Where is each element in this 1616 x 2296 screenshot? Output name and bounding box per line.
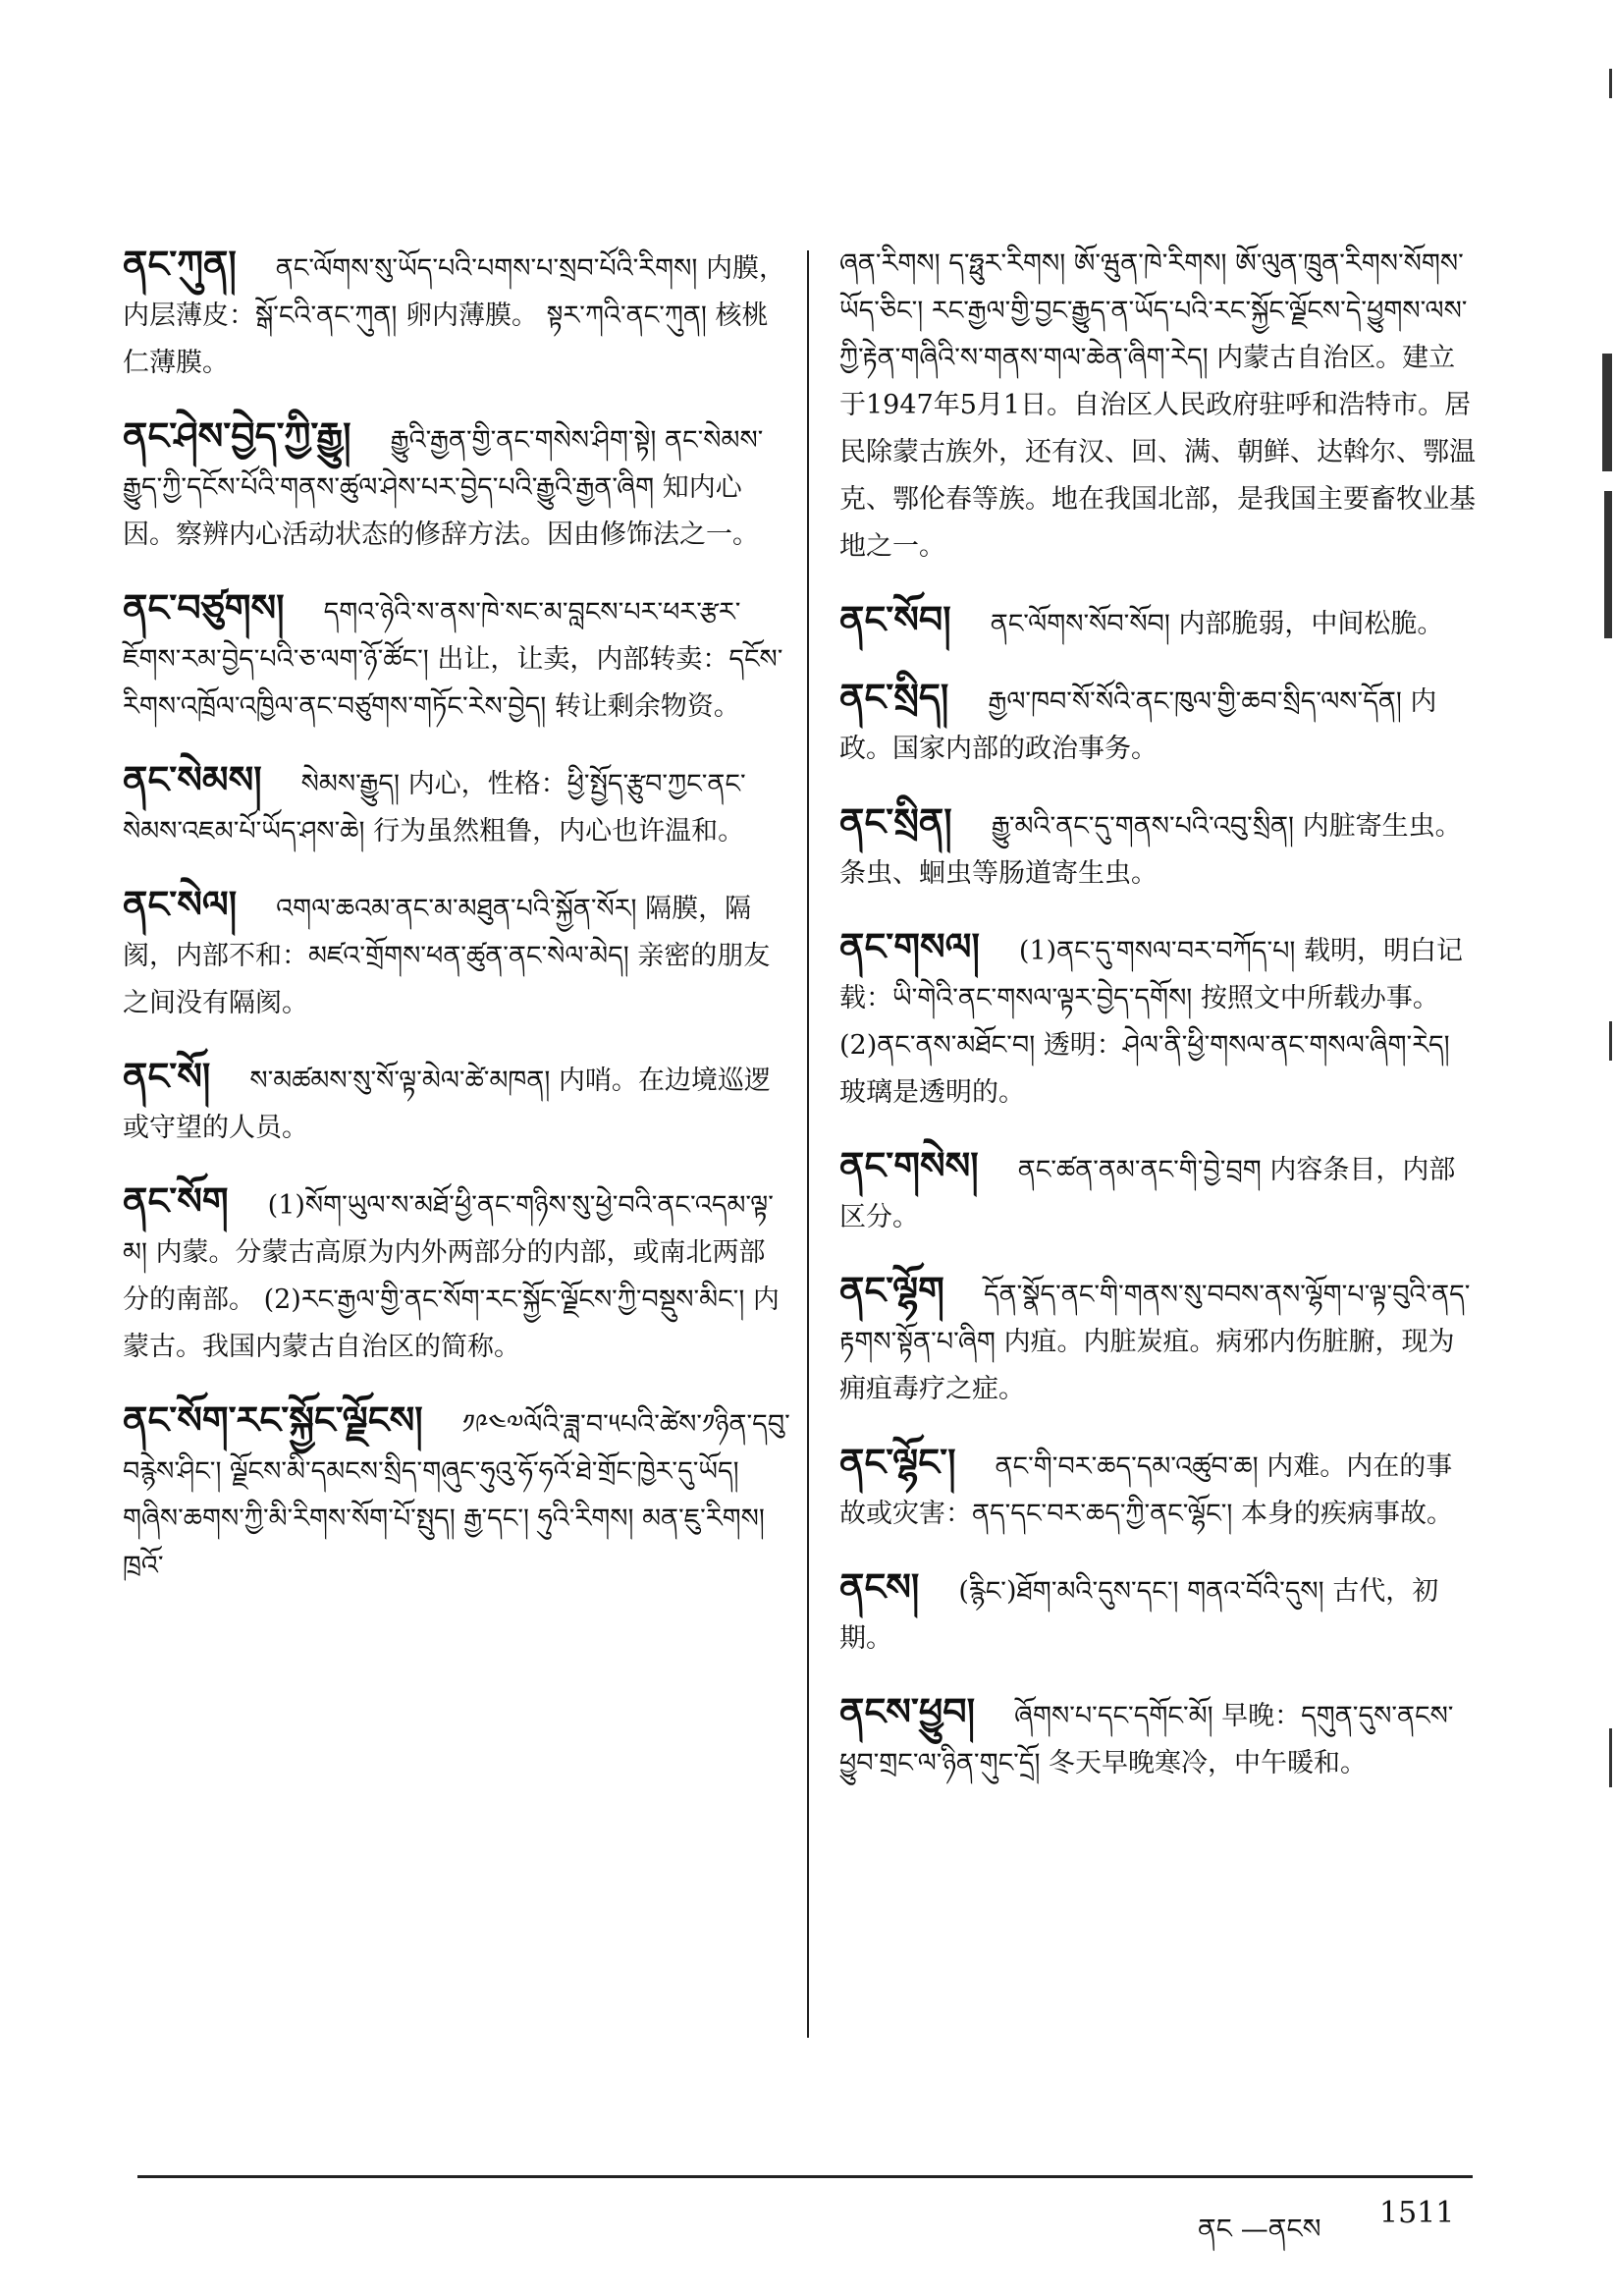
dictionary-entry	[123, 412, 790, 559]
dictionary-entry	[123, 1053, 790, 1152]
right-column	[839, 241, 1478, 1813]
headword: ནང་ཀུན།	[123, 242, 237, 286]
headword: ནང་གསེས།	[839, 1143, 979, 1187]
definition: (རྙིང་)ཐོག་མའི་དུས་དང་། གནའ་བོའི་དུས། 古代，初期。	[839, 1576, 1439, 1654]
definition: (1)སོག་ཡུལ་ས་མཐོ་ཕྱི་ནང་གཉིས་སུ་ཕྱེ་བའི་ནང་འདམ་ལྟ་མ། 内蒙。分蒙古高原为内外两部分的内部，或南北两部分的南部。 (2)རང་རྒྱལ་གྱི་ནང་སོག་རང་སྐྱོང་ལྗོངས་ཀྱི་བསྡུས་མིང་། 内蒙古。我国内蒙古自治区的简称。	[123, 1190, 780, 1362]
dictionary-entry	[123, 241, 790, 387]
definition: སེམས་རྒྱུད། 内心，性格：ཕྱི་སྤྱོད་རྩུབ་ཀྱང་ནང་སེམས་འཇམ་པོ་ཡོད་ཤས་ཆེ། 行为虽然粗鲁，内心也许温和。	[123, 769, 746, 847]
dictionary-entry	[839, 241, 1478, 571]
dictionary-entry	[839, 1142, 1478, 1241]
headword: ནང་སྲིད།	[839, 675, 949, 719]
dictionary-entry	[839, 1688, 1478, 1787]
headword: ནང་ཤེས་བྱེད་ཀྱི་རྒྱུ།	[123, 413, 351, 458]
dictionary-entry	[839, 1267, 1478, 1413]
headword: ནངས་ཕྱུབ།	[839, 1689, 976, 1733]
dictionary-entry	[839, 1439, 1478, 1538]
definition: ནང་གི་བར་ཆད་དམ་འཚུབ་ཆ། 内难。内在的事故或灾害：ནད་དང་བར་ཆད་ཀྱི་ནང་ལྷོང་། 本身的疾病事故。	[839, 1451, 1453, 1529]
definition: (1)ནང་དུ་གསལ་བར་བཀོད་པ། 载明，明白记载：ཡི་གེའི་ནང་གསལ་ལྟར་བྱེད་དགོས། 按照文中所载办事。 (2)ནང་ནས་མཐོང་བ། 透明：ཤེལ་ནི་ཕྱི་གསལ་ནང་གསལ་ཞིག་རེད། 玻璃是透明的。	[839, 936, 1463, 1108]
headword: ནང་སྲིན།	[839, 799, 952, 844]
definition: དོན་སྣོད་ནང་གི་གནས་སུ་བབས་ནས་ལྷོག་པ་ལྟ་བུའི་ནད་རྟགས་སྟོན་པ་ཞིག 内疽。内脏炭疽。病邪内伤脏腑，现为痈疽毒疗之症。	[839, 1280, 1471, 1404]
scan-edge-marks	[1594, 59, 1616, 2219]
headword: ནང་བཙུགས།	[123, 585, 285, 629]
dictionary-entry	[839, 1563, 1478, 1663]
headword: ནང་སོག	[123, 1178, 229, 1223]
definition: ས་མཚམས་སུ་སོ་ལྟ་མེལ་ཚེ་མཁན། 内哨。在边境巡逻或守望的人员。	[123, 1066, 771, 1143]
definition: ནང་ལོགས་སུ་ཡོད་པའི་པགས་པ་སྲབ་པོའི་རིགས། 内膜，内层薄皮：སྒོ་ངའི་ནང་ཀུན། 卵内薄膜。 སྟར་ཀའི་ནང་ཀུན། 核桃仁薄膜。	[123, 253, 785, 378]
definition: རྒྱལ་ཁབ་སོ་སོའི་ནང་ཁུལ་གྱི་ཆབ་སྲིད་ལས་དོན། 内政。国家内部的政治事务。	[839, 686, 1437, 764]
dictionary-entry	[123, 1177, 790, 1371]
dictionary-entry	[839, 674, 1478, 773]
definition: འགལ་ཆའམ་ནང་མ་མཐུན་པའི་སྐྱོན་སོར། 隔膜，隔阂，内部不和：མཛའ་གྲོགས་ཕན་ཚུན་ནང་སེལ་མེད། 亲密的朋友之间没有隔阂。	[123, 894, 771, 1018]
definition: ནང་ཚན་ནམ་ནང་གི་བྱེ་བྲག 内容条目，内部区分。	[839, 1155, 1456, 1232]
dictionary-entry	[839, 923, 1478, 1117]
definition: ཞོགས་པ་དང་དགོང་མོ། 早晚：དགུན་དུས་ནངས་ཕྱུབ་གྲང་ལ་ཉིན་གུང་དྲོ། 冬天早晚寒冷，中午暖和。	[839, 1701, 1454, 1778]
definition: རྒྱུའི་རྒྱན་གྱི་ནང་གསེས་ཤིག་སྟེ། ནང་སེམས་རྒྱུད་ཀྱི་དངོས་པོའི་གནས་ཚུལ་ཤེས་པར་བྱེད་པའི་རྒྱུའི་རྒྱན་ཞིག 知内心因。察辨内心活动状态的修辞方法。因由修饰法之一。	[123, 425, 764, 550]
headword: ནང་སོག་རང་སྐྱོང་ལྗོངས།	[123, 1397, 423, 1442]
footer-rule	[137, 2175, 1473, 2178]
headword: ནང་སེམས།	[123, 757, 262, 801]
dictionary-entry	[123, 584, 790, 731]
dictionary-entry	[839, 798, 1478, 898]
dictionary-entry	[839, 596, 1478, 648]
headword: ནང་སོ།	[123, 1054, 211, 1098]
headword: ནང་སོབ།	[839, 597, 951, 641]
left-column	[123, 241, 790, 1615]
dictionary-entry	[123, 756, 790, 855]
definition: དགའ་ཉེའི་ས་ནས་ཁེ་སང་མ་བླངས་པར་ཕར་རྩར་ཇོགས་རམ་བྱེད་པའི་ཅ་ལག་ཉོ་ཚོང་། 出让，让卖，内部转卖：དངོས་རིགས་འཁྲོལ་འཁྱིལ་ནང་བཙུགས་གཏོང་རེས་བྱེད། 转让剩余物资。	[123, 597, 783, 722]
headword: ནང་ལྷོང་།	[839, 1440, 956, 1484]
headword: ནང་ལྷོག	[839, 1268, 944, 1312]
dictionary-entry	[123, 1396, 790, 1590]
definition: ༡༩༤༧ལོའི་ཟླ་བ་༥པའི་ཚེས་༡ཉིན་དབུ་བརྙེས་ཤིང་། ལྗོངས་མི་དམངས་སྲིད་གཞུང་ཧུའུ་ཧོ་ཧའོ་ཐེ་གྲོང་ཁྱེར་དུ་ཡོད། གཞིས་ཆགས་ཀྱི་མི་རིགས་སོག་པོ་སྤུད། རྒྱ་དང་། ཧུའི་རིགས། མན་ཇུ་རིགས། ཁྲའོ་	[123, 1409, 790, 1581]
dictionary-entry	[123, 881, 790, 1027]
column-divider	[807, 250, 809, 2038]
headword: ནངས།	[839, 1564, 920, 1609]
definition: རྒྱུ་མའི་ནང་དུ་གནས་པའི་འབུ་སྲིན། 内脏寄生虫。条虫、蛔虫等肠道寄生虫。	[839, 811, 1462, 889]
definition: ཞན་རིགས། ད་ཧྥུར་རིགས། ཨོ་ཝུན་ཁེ་རིགས། ཨོ་ལུན་ཁྲུན་རིགས་སོགས་ཡོད་ཅིང་། རང་རྒྱལ་གྱི་བྱང་རྒྱུད་ན་ཡོད་པའི་རང་སྐྱོང་ལྗོངས་དེ་ཕྱུགས་ལས་ཀྱི་རྟེན་གཞིའི་ས་གནས་གལ་ཆེན་ཞིག་རེད། 内蒙古自治区。建立于1947年5月1日。自治区人民政府驻呼和浩特市。居民除蒙古族外，还有汉、回、满、朝鲜、达斡尔、鄂温克、鄂伦春等族。地在我国北部，是我国主要畜牧业基地之一。	[839, 248, 1476, 562]
headword: ནང་གསལ།	[839, 924, 980, 968]
page-number: 1511	[1379, 2196, 1455, 2230]
definition: ནང་ལོགས་སོབ་སོབ། 内部脆弱，中间松脆。	[990, 609, 1444, 639]
headword: ནང་སེལ།	[123, 882, 238, 926]
running-head: ནང —ནངས	[1198, 2213, 1321, 2245]
